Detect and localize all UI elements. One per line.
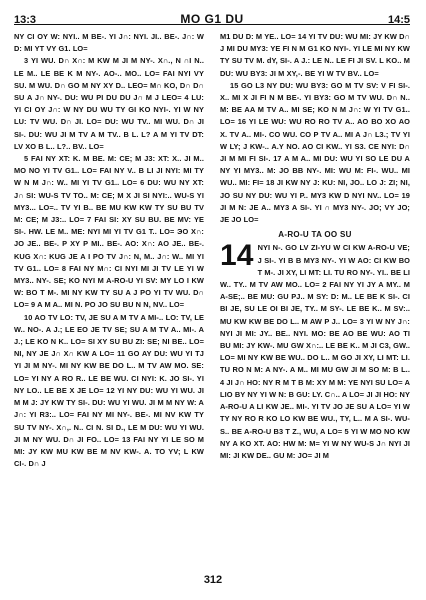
left-column xyxy=(14,31,204,567)
paragraph: NY CI OY W: NYI.. M BE-. YI J∩: NYI. JI.. BE-. J∩: W D: MI YT VY G1. LO= xyxy=(14,32,204,54)
paragraph: 15 GO L3 NY DU: WU BY3: GO M TV SV: V FI SI-. X.. MI X JI FI N M BE-. YI BY3: GO M TV WU. D∩ N.. M: BE AA M TV A.. MI SE; KO N M J∩: W YI TV G1.. LO= 16 YI LE WU: WU RO RO TV A.. AO BO XO AO X. TV A.. MI-. CO WU. CO P TV A.. MI A J∩ L3.; TV YI W LY; J KW-.. A.Y NO. AO CI KW.. YI S3. CE NYI: D∩ JI M MI FI SI-. 17 A M A.. MI DU: WU YI SO LE DU A NY YI MY3.. M: JO BB NY-. MI: WU M: FI-. WU.. MI WU.. MI: FI= 18 JI KW NY J: KU: NI, JO.. LO J: ZI; NI, JO SU NY DU: WU YI P.. MY3 KW D NYI NV.. LO= 19 JI M N: JE A.. MY3 A SI-. YI ∩ MY3 NY-. JO; VY JO; JE JO LO= xyxy=(220,80,410,225)
paragraph: M1 DU D: M YE.. LO= 14 YI TV DU: WU MI: JY KW D∩ J MI DU MY3: YE FI N M G1 KO NYI-. YI LE MI NY KW TY SU TV M. dY, SI-. A J.: LE N.. LE FI JI SV. L KO.. M DU: WU BY3: JI M XY,-. BE YI W TV BV.. LO= xyxy=(220,32,410,78)
paragraph: 5 FAI NY XT: K. M BE. M: CE; M J3: XT: X.. JI M.. MO NO YI TV G1.. LO= FAI NY V.. B LI JI NYI: MI TY W N M J∩: W.. MI YI TV G1.. LO= 6 DU: WU NY XT: J∩ SI: WU-S TV TO.. M: CE; M X JI SI NYI:.. WU-S YI MY3... LO=.. TV YI B.. BE MU KW KW TY SU BU TV M: CE; M J3:.. LO= 7 FAI SI: XY SU BU. BE MV: YE SI-. HW. LE M.. ME: NYI MI YI TV G1 T.. LO= ЭO X∩: JO JE.. BE-. P XY P MI.. BE-. AO: X∩: AO JE.. BE-. KUG X∩: KUG JE A I PO TV J∩: N, M.. J∩: W.. MI YI TV G1.. LO= 8 FAI NY M∩: CI NYI MI JI TV LE YI W MY3.. NY-. SE; KO NYI M A-RO-U YI SV: MY LO I KW W: BO T M-. MI NY KW TY SU A J PO YI TV WU. D∩ LO= 9 A M A.. MI N. PO JO SU BU N N, NV.. LO= xyxy=(14,154,204,310)
chapter-number: 14 xyxy=(220,239,254,273)
chapter-heading: A-RO-U TA OO SU xyxy=(278,230,352,240)
page-number: 312 xyxy=(203,574,223,586)
paragraph: 10 AO TV LO: TV, JE SU A M TV A MI-.. LO: TV, LE W.. NO-. A J.; LE EO JE TV SE; SU A M TV A.. MI-. A J.; LE KO N K.. LO= SI XY SU BU ZI: SE; NI BE.. LO= NI, NY JE J∩ X∩ KW A LO= 11 GO AY DU: WU YI TJ YI JI M NY-. MI NY KW BE DO L.. M TV AW MO. SE: LO= YI NY A RO R.. LE BE WU. CI NYI: K. JO SI-. YI NY LO.. LE BE X JE LO= 12 YI NY DU: WU YI WU. JI M M J: JY KW TY SI-. DU: WU YI WU. JI M M NY W: A J∩: YI R3:.. LO= FAI NY MI NY-. BE-. MI NV KW TY SU TV NY-. X∩,. N.. CI N. SI D., LE M DU: WU YI WU. JI M NY WU. D∩ JI FO.. LO= 13 FAI NY YI LE SO M MI: JY KW MU KW BE M NV KW-. A. TO YV; L KW CI-. D∩ J xyxy=(14,312,204,469)
header-rule xyxy=(14,24,410,25)
paragraph: NYI N-. GO LV ZI-YU W CI KW A-RO-U VE; J SI-. YI B B MY3 NY-. YI W AO: CI KW BO T M-. JI XY, LI MT: LI. TU RO NY-. YI.. BE LI W.. TY.. M TV AW MO.. LO= 2 FAI NY YI JY A MY.. M A-SE;.. BE MU: GU PJ.. M SY: D: M.. LE BE K SI-. CI BI JE, SU LE OI BI JE, TY.. M SY-. LE BE K.. M SV:.. MU KW KW BE DO L.. M AW P J.. LO= 3 YI W NY J∩: NYI JI MI: JY.. BE.. NYI. MO: BE AO BE WU: AO TI BU MI: JY KW-. MU GW X∩:.. LE BE K.. M JI C3, GW.. LO= MI NY KW BE WU.. DO L.. M GO JI XY, LI MT: LI. TU RO N M: A NY-. A M.. MI MU GW JI M SO M: B L.. 4 JI J∩ HO: NY R M T B M: XY M M: YE NYI SU LO= A LIO BY NY YI W N: B GU: LY. C∩.. A LO= JI JI HO: NY A-RO-U A LI KW JE.. MI-. YI TV JO JE SU A LO= YI W TY NY RO R KO LO KW BE WU., TY, L.. M A SI-. WU-S.. BE A-RO-U B3 T Z., WU, A LO= 5 YI W MO NO KW NY A KO XT. AO: HW M: M= YI W NY WU-S J∩ NYI JI MI: JI KW DE.. GU M: JO= JI M xyxy=(220,243,410,460)
header-book-title: MO G1 DU xyxy=(180,12,244,26)
running-header xyxy=(14,4,410,26)
right-column xyxy=(220,31,410,567)
header-left-reference: 13:3 xyxy=(14,14,37,26)
paragraph: 3 YI WU. D∩ X∩: M KW M JI M NY-. X∩., N ∩I N.. LE M.. LE BE K M NY-. AO-.. MO.. LO= FAI NYI VY SU. M WU. D∩ GO M NY XY D.. LEO= M∩ KO, D∩ D∩ SU A J∩ NY-. DU: WU PI DU DU J∩ M J LEO= 4 LU: YI CI OY J∩: W NY DU WU TY GI KO NYI-. YI W NY LU: TV WU. D∩ JI. LO= DU: WU TV.. MI WU. D∩ JI SI-. DU: WU JI M TV A M TV.. B L. L? A M YI TV DT: LV XO B L.. L?.. BV.. LO= xyxy=(14,56,204,151)
header-right-reference: 14:5 xyxy=(387,14,410,26)
